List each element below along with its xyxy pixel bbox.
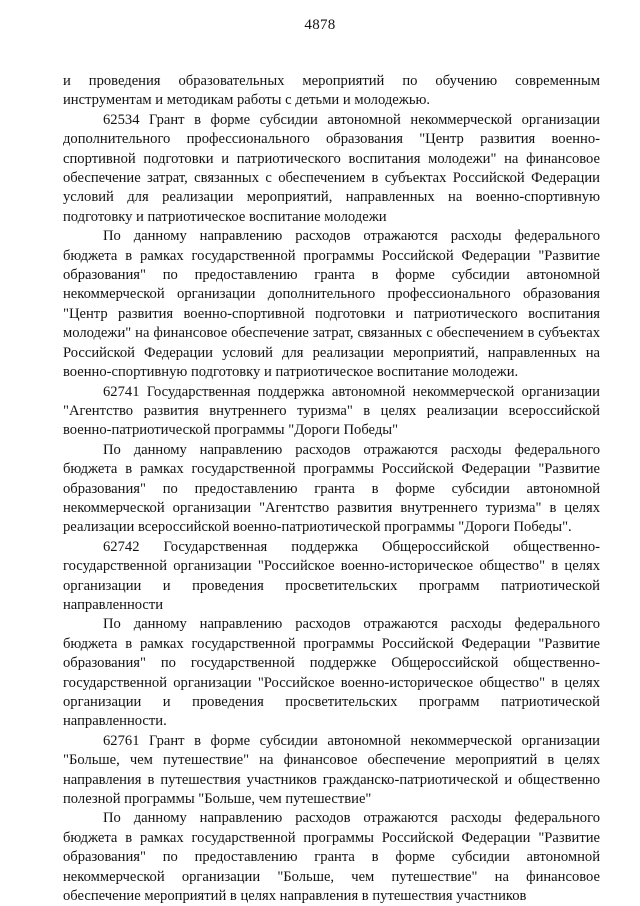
paragraph-code-62742-heading: 62742 Государственная поддержка Общероссийской общественно-государственной организации "Российское военно-историческое общество" в целях организации и проведения просветительских программ патриотической направленности	[63, 538, 600, 613]
paragraph-code-62761-description: По данному направлению расходов отражаются расходы федерального бюджета в рамках государственной программы Российской Федерации "Развитие образования" по предоставлению гранта в форме субсидии автономной некоммерческой организации "Больше, чем путешествие" на финансовое обеспечение мероприятий в целях направления в путешествия участников	[63, 810, 600, 905]
paragraph-code-62761-heading: 62761 Грант в форме субсидии автономной некоммерческой организации "Больше, чем путешествие" на финансовое обеспечение мероприятий в целях направления в путешествия участников гражданско-патриотической и общественно полезной программы "Больше, чем путешествие"	[63, 732, 600, 808]
paragraph-code-62742-description: По данному направлению расходов отражаются расходы федерального бюджета в рамках государственной программы Российской Федерации "Развитие образования" по государственной поддержке Общероссийской общественно-государственной организации "Российское военно-историческое общество" в целях организации и проведения просветительских программ патриотической направленности.	[63, 616, 600, 730]
paragraph-code-62741-description: По данному направлению расходов отражаются расходы федерального бюджета в рамках государственной программы Российской Федерации "Развитие образования" по предоставлению гранта в форме субсидии автономной некоммерческой организации "Агентство развития внутреннего туризма" в целях реализации всероссийской военно-патриотической программы "Дороги Победы".	[63, 441, 600, 536]
document-body	[63, 72, 600, 906]
page-number: 4878	[304, 17, 336, 33]
paragraph-code-62534-heading: 62534 Грант в форме субсидии автономной некоммерческой организации дополнительного профессионального образования "Центр развития военно-спортивной подготовки и патриотического воспитания молодежи" на финансовое обеспечение затрат, связанных с обеспечением в субъектах Российской Федерации условий для реализации мероприятий, направленных на военно-спортивную подготовку и патриотическое воспитание молодежи	[63, 111, 600, 225]
paragraph-code-62741-heading: 62741 Государственная поддержка автономной некоммерческой организации "Агентство развития внутреннего туризма" в целях реализации всероссийской военно-патриотической программы "Дороги Победы"	[63, 383, 600, 439]
paragraph-code-62534-description: По данному направлению расходов отражаются расходы федерального бюджета в рамках государственной программы Российской Федерации "Развитие образования" по предоставлению гранта в форме субсидии автономной некоммерческой организации дополнительного профессионального образования "Центр развития военно-спортивной подготовки и патриотического воспитания молодежи" на финансовое обеспечение затрат, связанных с обеспечением в субъектах Российской Федерации условий для реализации мероприятий, направленных на военно-спортивную подготовку и патриотическое воспитание молодежи.	[63, 228, 600, 381]
paragraph-continuation: и проведения образовательных мероприятий по обучению современным инструментам и методикам работы с детьми и молодежью.	[63, 73, 600, 109]
